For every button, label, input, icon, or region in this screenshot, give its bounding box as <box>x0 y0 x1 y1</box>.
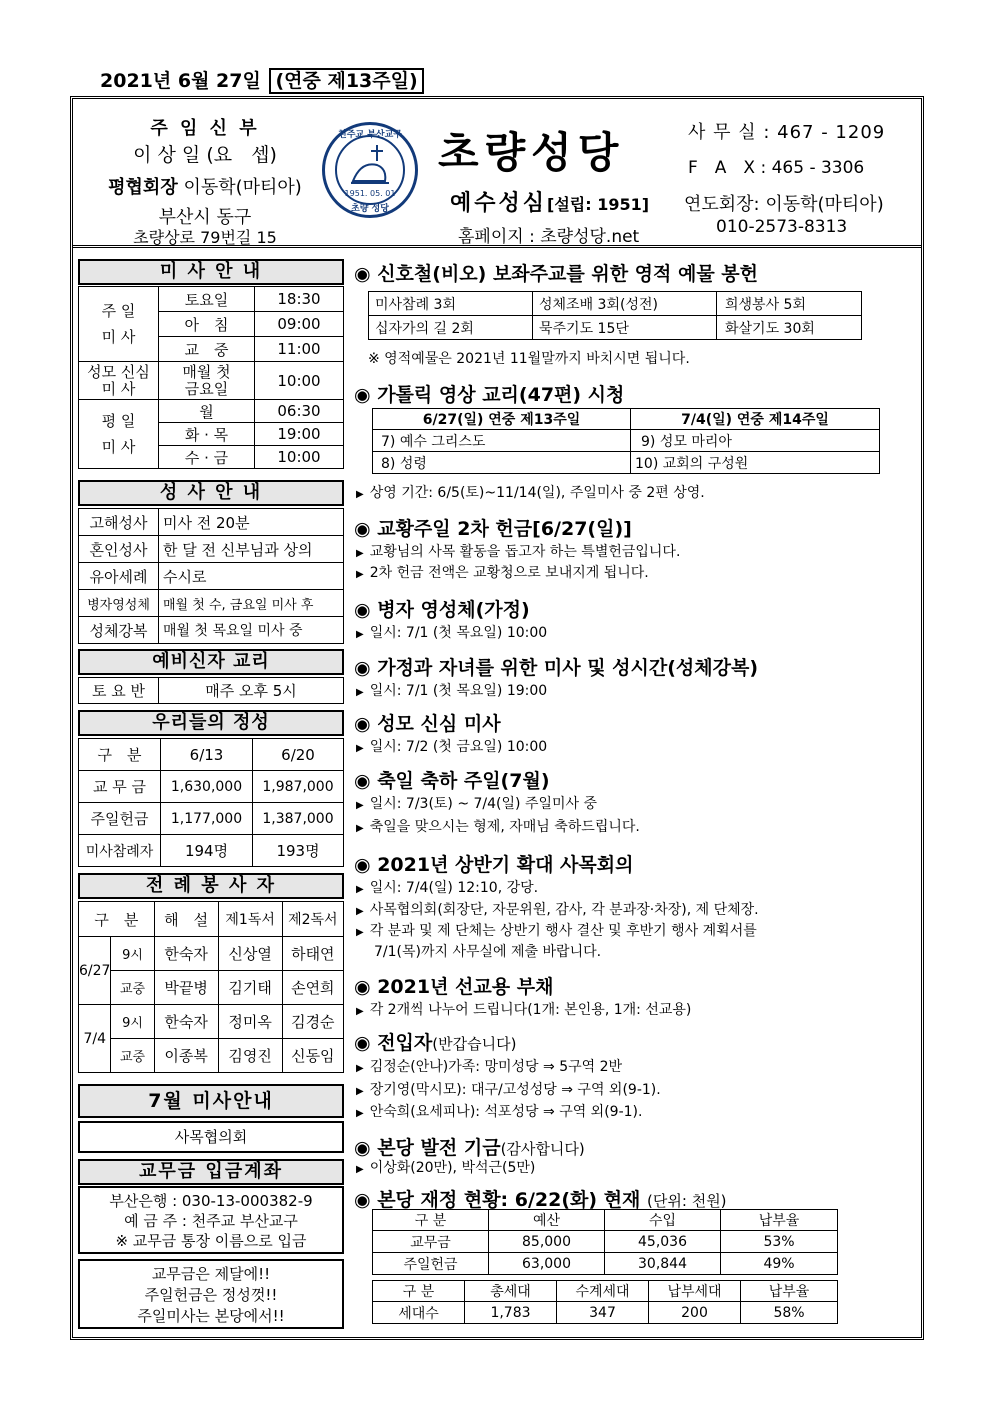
address-line2: 초량상로 79번길 15 <box>133 228 277 247</box>
council-president: 평협회장 이동학(마티아) <box>108 177 302 198</box>
feast-day-title: ◉ 축일 축하 주일(7월) <box>354 770 550 792</box>
cell: 9) 성모 마리아 <box>631 430 880 452</box>
july-mass-heading: 7월 미사안내 <box>78 1084 344 1118</box>
cell: 박끝병 <box>154 971 218 1005</box>
cell: 63,000 <box>489 1253 605 1275</box>
spiritual-gift-note: ※ 영적예물은 2021년 11월말까지 바치시면 됩니다. <box>368 351 690 367</box>
col-header: 구 분 <box>79 739 161 771</box>
offering-table <box>78 738 344 867</box>
gift-cell: 화살기도 30회 <box>717 316 862 340</box>
col-header: 납부율 <box>741 1281 838 1302</box>
gift-cell: 희생봉사 5회 <box>717 292 862 316</box>
address-line1: 부산시 동구 <box>158 207 252 228</box>
july-mass-value: 사목협의회 <box>78 1121 344 1153</box>
cell: 정미옥 <box>218 1005 282 1039</box>
fax-number: F A X : 465 - 3306 <box>688 158 865 178</box>
liturgy-table <box>78 901 344 1073</box>
mon-time: 06:30 <box>255 400 344 423</box>
sunday-mass-label: 주 일 미 사 <box>79 287 159 362</box>
feast-day-line: ▶ 일시: 7/3(토) ~ 7/4(일) 주일미사 중 <box>356 796 598 812</box>
pastoral-meeting-title: ◉ 2021년 상반기 확대 사목회의 <box>354 854 634 876</box>
slogan-box <box>78 1259 344 1329</box>
cell: 200 <box>649 1302 741 1324</box>
video-catechism-period: ▶ 상영 기간: 6/5(토)~11/14(일), 주일미사 중 2편 상영. <box>356 485 705 501</box>
slogan-line: 주일미사는 본당에서!! <box>137 1307 285 1325</box>
wed-fri-label: 수 · 금 <box>159 446 255 469</box>
mission-fan-title: ◉ 2021년 선교용 부채 <box>354 976 554 998</box>
newcomer-line: ▶ 안숙희(요세피나): 석포성당 ⇒ 구역 외(9-1). <box>356 1104 643 1120</box>
mass-time: 9시 <box>111 937 154 971</box>
pastoral-meeting-line: ▶ 사목협의회(회장단, 자문위원, 감사, 각 분과장·차장), 제 단체장. <box>356 902 759 918</box>
sacrament-info: 매월 첫 목요일 미사 중 <box>159 617 344 644</box>
cell: 신상열 <box>218 937 282 971</box>
account-holder: 예 금 주 : 천주교 부산교구 <box>124 1212 298 1230</box>
cell: 7) 예수 그리스도 <box>373 430 631 452</box>
cell: 1,987,000 <box>253 771 344 803</box>
liturgical-week: (연중 제13주일) <box>269 68 423 94</box>
account-note: ※ 교무금 통장 이름으로 입금 <box>115 1232 307 1250</box>
parish-name: 초량성당 <box>438 128 625 177</box>
sacrament-info: 한 달 전 신부님과 상의 <box>159 536 344 563</box>
catechumen-heading: 예비신자 교리 <box>78 649 344 675</box>
cell: 김영진 <box>218 1039 282 1073</box>
col-header: 7/4(일) 연중 제14주일 <box>631 409 880 430</box>
development-fund-title: ◉ 본당 발전 기금(감사합니다) <box>354 1137 585 1159</box>
school-label: 교 중 <box>159 337 255 362</box>
offering-heading: 우리들의 정성 <box>78 710 344 736</box>
sacrament-name: 성체강복 <box>79 617 159 644</box>
cell: 1,783 <box>465 1302 557 1324</box>
col-header: 구 분 <box>373 1210 489 1231</box>
dove-cross-icon <box>347 143 393 187</box>
tue-thu-label: 화 · 목 <box>159 423 255 446</box>
gift-cell: 묵주기도 15단 <box>533 316 717 340</box>
sick-communion-line: ▶ 일시: 7/1 (첫 목요일) 10:00 <box>356 625 548 641</box>
col-header: 납부율 <box>721 1210 838 1231</box>
row-label: 교 무 금 <box>79 771 161 803</box>
slogan-line: 주일헌금은 정성껏!! <box>144 1286 278 1304</box>
heart-mass-label: 성모 신심 미 사 <box>79 362 159 400</box>
cell: 49% <box>721 1253 838 1275</box>
col-header: 납부세대 <box>649 1281 741 1302</box>
office-phone: 사 무 실 : 467 - 1209 <box>688 122 886 143</box>
account-box <box>78 1186 344 1254</box>
heart-mass-day: 매월 첫 금요일 <box>159 362 255 400</box>
cell: 1,177,000 <box>161 803 253 835</box>
cell: 1,630,000 <box>161 771 253 803</box>
video-catechism-table <box>372 408 880 474</box>
priest-label: 주 임 신 부 <box>150 118 260 139</box>
mass-time: 9시 <box>111 1005 154 1039</box>
col-header: 제1독서 <box>218 902 282 937</box>
mass-time: 교중 <box>111 1039 154 1073</box>
gift-cell: 미사참례 3회 <box>369 292 533 316</box>
bank-account: 부산은행 : 030-13-000382-9 <box>109 1192 313 1210</box>
marian-mass-line: ▶ 일시: 7/2 (첫 금요일) 10:00 <box>356 739 548 755</box>
row-label: 교무금 <box>373 1231 489 1253</box>
col-header: 예산 <box>489 1210 605 1231</box>
cell: 신동임 <box>282 1039 343 1073</box>
catechumen-table <box>78 677 344 704</box>
cell: 하태연 <box>282 937 343 971</box>
finance-title: ◉ 본당 재정 현황: 6/22(화) 현재 (단위: 천원) <box>354 1189 727 1211</box>
cell: 58% <box>741 1302 838 1324</box>
sick-communion-title: ◉ 병자 영성체(가정) <box>354 599 530 621</box>
finance-table <box>372 1209 838 1275</box>
date-cell: 6/27 <box>79 937 111 1005</box>
tue-thu-time: 19:00 <box>255 423 344 446</box>
cell: 10) 교회의 구성원 <box>631 452 880 474</box>
mission-fan-line: ▶ 각 2개씩 나누어 드립니다(1개: 본인용, 1개: 선교용) <box>356 1002 692 1018</box>
pastoral-meeting-line: 7/1(목)까지 사무실에 제출 바랍니다. <box>374 944 602 960</box>
col-header: 제2독서 <box>282 902 343 937</box>
col-header: 수계세대 <box>557 1281 649 1302</box>
papal-offering-line: ▶ 교황님의 사목 활동을 돕고자 하는 특별헌금입니다. <box>356 544 681 560</box>
cell: 45,036 <box>605 1231 721 1253</box>
date-cell: 7/4 <box>79 1005 111 1073</box>
mass-guide-heading: 미 사 안 내 <box>78 259 344 285</box>
newcomers-title: ◉ 전입자(반갑습니다) <box>354 1032 517 1054</box>
pastoral-meeting-line: ▶ 일시: 7/4(일) 12:10, 강당. <box>356 880 539 896</box>
sat-label: 토요일 <box>159 287 255 312</box>
cell: 손연희 <box>282 971 343 1005</box>
cell: 이종복 <box>154 1039 218 1073</box>
mass-time: 교중 <box>111 971 154 1005</box>
sacrament-table <box>78 508 344 644</box>
catechumen-class: 토 요 반 <box>79 678 159 704</box>
household-table <box>372 1280 838 1324</box>
col-header: 구 분 <box>373 1281 465 1302</box>
family-mass-title: ◉ 가정과 자녀를 위한 미사 및 성시간(성체강복) <box>354 657 759 679</box>
col-header: 수입 <box>605 1210 721 1231</box>
cell: 194명 <box>161 835 253 867</box>
sacrament-name: 고해성사 <box>79 509 159 536</box>
video-catechism-title: ◉ 가톨릭 영상 교리(47편) 시청 <box>354 384 625 406</box>
development-fund-line: ▶ 이상화(20만), 박석근(5만) <box>356 1160 536 1176</box>
sacrament-info: 매월 첫 수, 금요일 미사 후 <box>159 590 344 617</box>
priest-name: 이 상 일 (요 셉) <box>133 144 277 166</box>
col-header: 6/20 <box>253 739 344 771</box>
newcomer-line: ▶ 김정순(안나)가족: 망미성당 ⇒ 5구역 2반 <box>356 1059 623 1075</box>
sacrament-name: 유아세례 <box>79 563 159 590</box>
sacrament-heading: 성 사 안 내 <box>78 480 344 506</box>
sacrament-info: 미사 전 20분 <box>159 509 344 536</box>
slogan-line: 교무금은 제달에!! <box>151 1265 271 1283</box>
liturgy-heading: 전 례 봉 사 자 <box>78 873 344 899</box>
sacrament-name: 병자영성체 <box>79 590 159 617</box>
feast-day-line: ▶ 축일을 맞으시는 형제, 자매님 축하드립니다. <box>356 819 640 835</box>
morning-time: 09:00 <box>255 312 344 337</box>
wed-fri-time: 10:00 <box>255 446 344 469</box>
account-heading: 교무금 입금계좌 <box>78 1159 344 1185</box>
heart-mass-time: 10:00 <box>255 362 344 400</box>
mon-label: 월 <box>159 400 255 423</box>
cell: 85,000 <box>489 1231 605 1253</box>
newcomer-line: ▶ 장기영(막시모): 대구/고성성당 ⇒ 구역 외(9-1). <box>356 1082 661 1098</box>
col-header: 6/27(일) 연중 제13주일 <box>373 409 631 430</box>
yeondo-phone: 010-2573-8313 <box>716 217 848 237</box>
spiritual-gift-table <box>368 291 862 340</box>
sat-time: 18:30 <box>255 287 344 312</box>
gift-cell: 성체조배 3회(성전) <box>533 292 717 316</box>
morning-label: 아 침 <box>159 312 255 337</box>
row-label: 미사참례자 <box>79 835 161 867</box>
family-mass-line: ▶ 일시: 7/1 (첫 목요일) 19:00 <box>356 683 548 699</box>
homepage: 홈페이지 : 초량성당.net <box>458 227 640 247</box>
cell: 김경순 <box>282 1005 343 1039</box>
gift-cell: 십자가의 길 2회 <box>369 316 533 340</box>
spiritual-gift-title: ◉ 신호철(비오) 보좌주교를 위한 영적 예물 봉헌 <box>354 263 759 285</box>
row-label: 세대수 <box>373 1302 465 1324</box>
col-header: 구 분 <box>79 902 155 937</box>
sacrament-info: 수시로 <box>159 563 344 590</box>
mass-schedule-table <box>78 286 344 469</box>
cell: 8) 성령 <box>373 452 631 474</box>
bulletin-date: 2021년 6월 27일 (연중 제13주일) <box>100 66 424 93</box>
cell: 1,387,000 <box>253 803 344 835</box>
cell: 한숙자 <box>154 1005 218 1039</box>
school-time: 11:00 <box>255 337 344 362</box>
papal-offering-title: ◉ 교황주일 2차 헌금[6/27(일)] <box>354 518 632 540</box>
cell: 김기태 <box>218 971 282 1005</box>
cell: 347 <box>557 1302 649 1324</box>
col-header: 해 설 <box>154 902 218 937</box>
parish-seal-logo: 천주교 부산교구 1951. 05. 01 초량 성당 <box>322 122 418 218</box>
papal-offering-line: ▶ 2차 헌금 전액은 교황청으로 보내지게 됩니다. <box>356 565 649 581</box>
pastoral-meeting-line: ▶ 각 분과 및 제 단체는 상반기 행사 결산 및 후반기 행사 계획서를 <box>356 923 757 939</box>
patron-line: 예수성심[설립: 1951] <box>450 191 650 216</box>
col-header: 총세대 <box>465 1281 557 1302</box>
row-label: 주일헌금 <box>373 1253 489 1275</box>
col-header: 6/13 <box>161 739 253 771</box>
cell: 53% <box>721 1231 838 1253</box>
row-label: 주일헌금 <box>79 803 161 835</box>
catechumen-time: 매주 오후 5시 <box>159 678 344 704</box>
weekday-mass-label: 평 일 미 사 <box>79 400 159 469</box>
cell: 193명 <box>253 835 344 867</box>
cell: 한숙자 <box>154 937 218 971</box>
marian-mass-title: ◉ 성모 신심 미사 <box>354 713 501 735</box>
yeondo-president: 연도회장: 이동학(마티아) <box>684 194 884 215</box>
cell: 30,844 <box>605 1253 721 1275</box>
sacrament-name: 혼인성사 <box>79 536 159 563</box>
